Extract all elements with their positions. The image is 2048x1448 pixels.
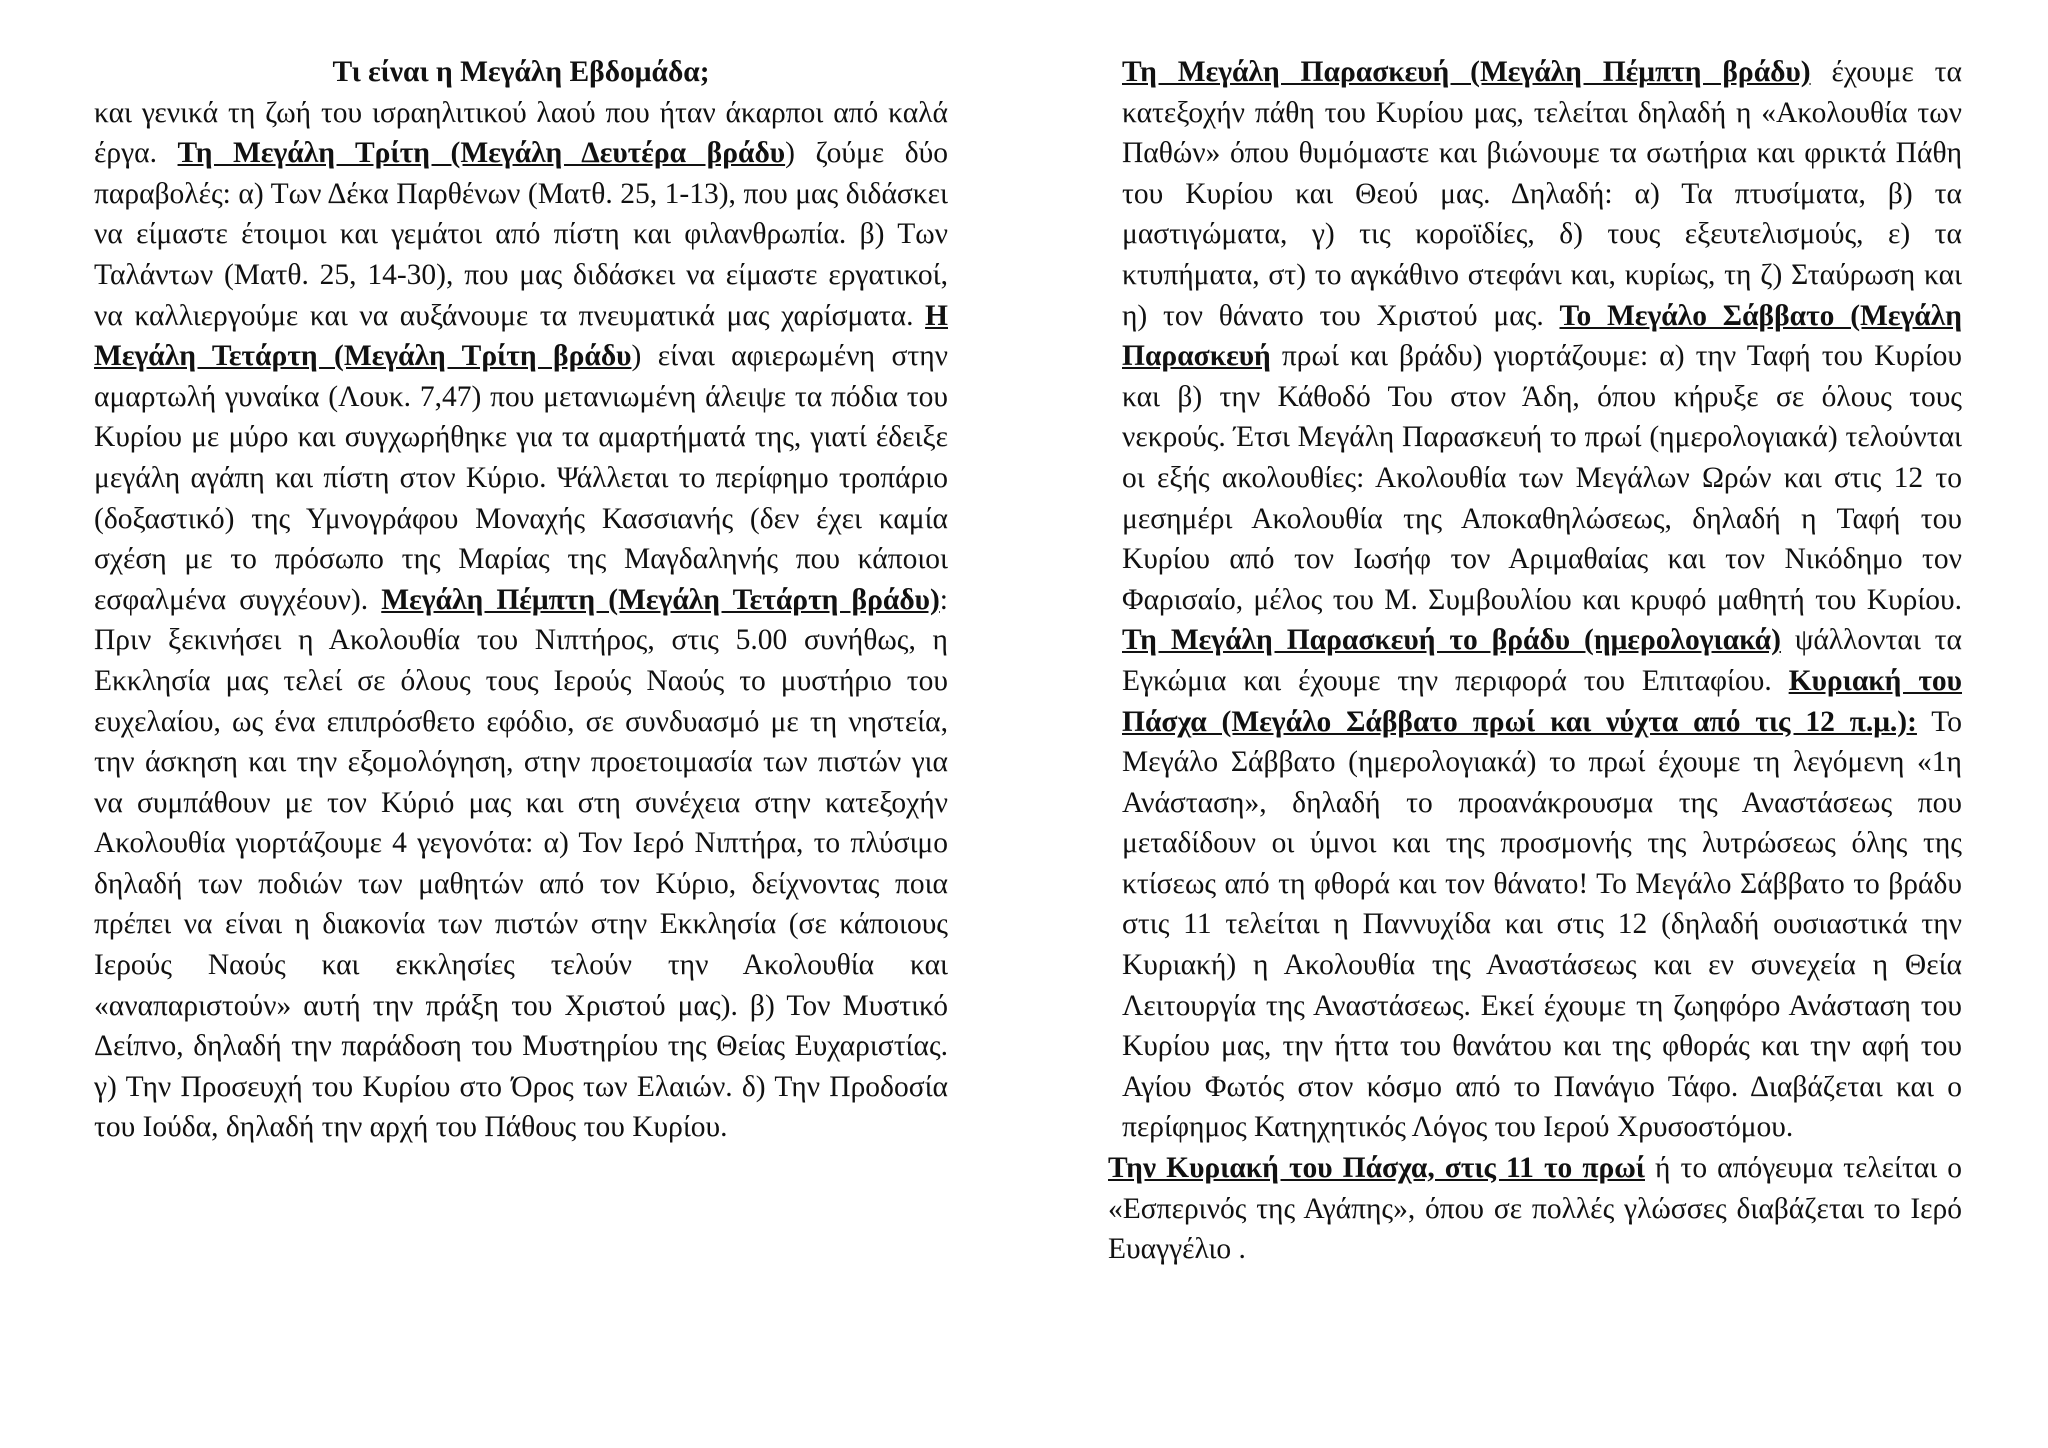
text-run: : Πριν ξεκινήσει η Ακολουθία του Νιπτήρος, στις 5.00 συνήθως, η Εκκλησία μας τελεί σε όλους τους Ιερούς Ναούς το μυστήριο του ευχελαίου, ως ένα επιπρόσθετο εφόδιο, σε συνδυασμό με τη νηστεία, την άσκηση και την εξομολόγηση, στην προετοιμασία των πιστών για να συμπάθουν με τον Κύριό μας και στη συνέχεια στην κατεξοχήν Ακολουθία γιορτάζουμε 4 γεγονότα: α) Τον Ιερό Νιπτήρα, το πλύσιμο δηλαδή των ποδιών των μαθητών από τον Κύριο, δείχνοντας ποια πρέπει να είναι η διακονία των πιστών στην Εκκλησία (σε κάποιους Ιερούς Ναούς και εκκλησίες τελούν την Ακολουθία και «αναπαριστούν» αυτή την πράξη του Χριστού μας). β) Τον Μυστικό Δείπνο, δηλαδή την παράδοση του Μυστηρίου της Θείας Ευχαριστίας. γ) Την Προσευχή του Κυρίου στο Όρος των Ελαιών. δ) Την Προδοσία του Ιούδα, δηλαδή την αρχή του Πάθους του Κυρίου. bbox=[94, 583, 948, 1144]
left-paragraph bbox=[94, 93, 948, 1148]
heading-kyriaki-pascha: Κυριακή του Πάσχα (Μεγάλο Σάββατο πρωί και νύχτα από τις 12 π.μ.): bbox=[1122, 664, 1962, 738]
heading-esperinos: Την Κυριακή του Πάσχα, στις 11 το πρωί bbox=[1108, 1152, 1645, 1185]
text-run: ) ζούμε δύο παραβολές: α) Των Δέκα Παρθένων (Ματθ. 25, 1-13), που μας διδάσκει να είμαστε έτοιμοι και γεμάτοι από πίστη και φιλανθρωπία. β) Των Ταλάντων (Ματθ. 25, 14-30), που μας διδάσκει να είμαστε εργατικοί, να καλλιεργούμε και να αυξάνουμε τα πνευματικά μας χαρίσματα. bbox=[94, 137, 948, 332]
page-title: Τι είναι η Μεγάλη Εβδομάδα; bbox=[332, 56, 710, 88]
heading-megali-tetarti: Η Μεγάλη Τετάρτη (Μεγάλη Τρίτη βράδυ bbox=[94, 299, 948, 373]
left-column bbox=[94, 52, 948, 1148]
right-paragraph-2 bbox=[1108, 1148, 1962, 1270]
text-run: έχουμε τα κατεξοχήν πάθη του Κυρίου μας, τελείται δηλαδή η «Ακολουθία των Παθών» όπου θυμόμαστε και βιώνουμε τα σωτήρια και φρικτά Πάθη του Κυρίου και Θεού μας. Δηλαδή: α) Τα πτυσίματα, β) τα μαστιγώματα, γ) τις κοροϊδίες, δ) τους εξευτελισμούς, ε) τα κτυπήματα, στ) το αγκάθινο στεφάνι και, κυρίως, τη ζ) Σταύρωση και η) τον θάνατο του Χριστού μας. bbox=[1122, 56, 1962, 332]
heading-paraskevi-vradi: Τη Μεγάλη Παρασκευή το βράδυ (ημερολογιακά) bbox=[1122, 624, 1781, 657]
text-run: ή το απόγευμα τελείται ο «Εσπερινός της Αγάπης», όπου σε πολλές γλώσσες διαβάζεται το Ιερό Ευαγγέλιο . bbox=[1108, 1152, 1962, 1266]
right-column bbox=[1108, 52, 1962, 1270]
heading-megali-paraskevi: Τη Μεγάλη Παρασκευή (Μεγάλη Πέμπτη βράδυ) bbox=[1122, 56, 1811, 88]
text-run: και γενικά τη ζωή του ισραηλιτικού λαού που ήταν άκαρποι από καλά έργα. bbox=[94, 96, 948, 170]
text-run: Το Μεγάλο Σάββατο (ημερολογιακά) το πρωί έχουμε τη λεγόμενη «1η Ανάσταση», δηλαδή το προανάκρουσμα της Αναστάσεως που μεταδίδουν οι ύμνοι και της προσμονής της λυτρώσεως όλης της κτίσεως από τη φθορά και τον θάνατο! Το Μεγάλο Σάββατο το βράδυ στις 11 τελείται η Παννυχίδα και στις 12 (δηλαδή ουσιαστικά την Κυριακή) η Ακολουθία της Αναστάσεως και εν συνεχεία η Θεία Λειτουργία της Αναστάσεως. Εκεί έχουμε τη ζωηφόρο Ανάσταση του Κυρίου μας, την ήττα του θανάτου και της φθοράς και την αφή του Αγίου Φωτός στον κόσμο από το Πανάγιο Τάφο. Διαβάζεται και ο περίφημος Κατηχητικός Λόγος του Ιερού Χρυσοστόμου. bbox=[1122, 705, 1962, 1144]
text-run: ) είναι αφιερωμένη στην αμαρτωλή γυναίκα (Λουκ. 7,47) που μετανιωμένη άλειψε τα πόδια του Κυρίου με μύρο και συγχωρήθηκε για τα αμαρτήματά της, γιατί έδειξε μεγάλη αγάπη και πίστη στον Κύριο. Ψάλλεται το περίφημο τροπάριο (δοξαστικό) της Υμνογράφου Μοναχής Κασσιανής (δεν έχει καμία σχέση με το πρόσωπο της Μαρίας της Μαγδαληνής που κάποιοι εσφαλμένα συγχέουν). bbox=[94, 340, 948, 616]
heading-megali-pempti: Μεγάλη Πέμπτη (Μεγάλη Τετάρτη βράδυ) bbox=[381, 583, 940, 616]
heading-megali-triti: Τη Μεγάλη Τρίτη (Μεγάλη Δευτέρα βράδυ bbox=[177, 137, 786, 170]
heading-megalo-savvato: Το Μεγάλο Σάββατο (Μεγάλη Παρασκευή bbox=[1122, 299, 1962, 373]
right-paragraph-1 bbox=[1108, 52, 1962, 1148]
text-run: ψάλλονται τα Εγκώμια και έχουμε την περιφορά του Επιταφίου. bbox=[1122, 624, 1962, 697]
text-run: πρωί και βράδυ) γιορτάζουμε: α) την Ταφή του Κυρίου και β) την Κάθοδό Του στον Άδη, όπου κήρυξε σε όλους τους νεκρούς. Έτσι Μεγάλη Παρασκευή το πρωί (ημερολογιακά) τελούνται οι εξής ακολουθίες: Ακολουθία των Μεγάλων Ωρών και στις 12 το μεσημέρι Ακολουθία της Αποκαθηλώσεως, δηλαδή η Ταφή του Κυρίου από τον Ιωσήφ τον Αριμαθαίας και τον Νικόδημο τον Φαρισαίο, μέλος του Μ. Συμβουλίου και κρυφό μαθητή του Κυρίου. bbox=[1122, 340, 1962, 616]
